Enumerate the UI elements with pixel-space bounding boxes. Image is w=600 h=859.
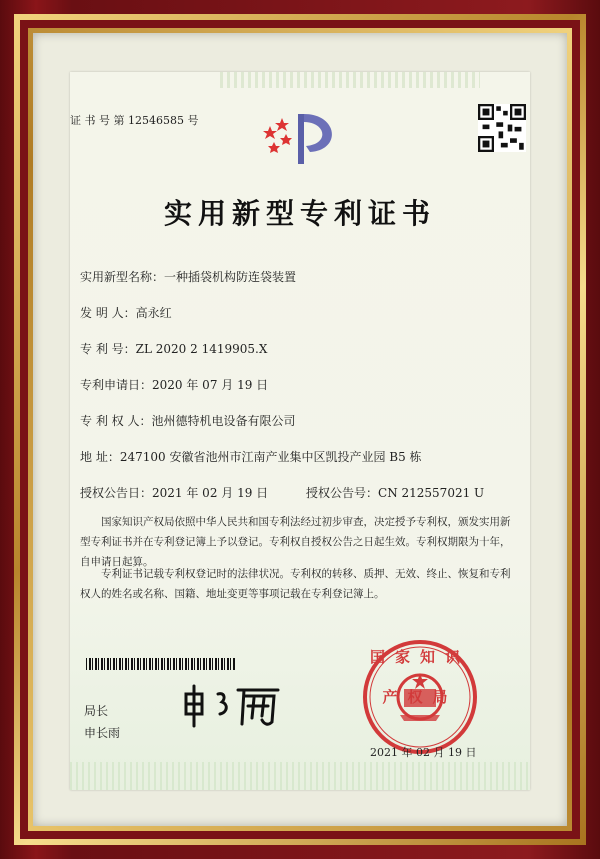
field-name [80, 268, 296, 285]
field-filing-date-label: 专利申请日： [80, 378, 153, 392]
director-name: 申长雨 [84, 726, 121, 740]
field-patentee-value: 池州德特机电设备有限公司 [151, 414, 296, 428]
field-inventor-value: 高永红 [135, 306, 172, 320]
legal-paragraph-1: 国家知识产权局依照中华人民共和国专利法经过初步审查，决定授予专利权，颁发实用新型专利证书并在专利登记簿上予以登记。专利权自授权公告之日起生效。专利权期限为十年，自申请日起算。 [80, 516, 511, 568]
certificate-number: 证 书 号 第 12546585 号 [70, 114, 199, 127]
field-inventor [80, 304, 172, 321]
field-filing-date [80, 376, 268, 393]
field-patentee-label: 专 利 权 人： [80, 414, 152, 428]
field-inventor-label: 发 明 人： [80, 306, 136, 320]
field-patent-number-label: 专 利 号： [80, 342, 136, 356]
field-address-value: 247100 安徽省池州市江南产业集中区凯投产业园 B5 栋 [119, 450, 422, 464]
director-signature [178, 680, 288, 730]
patent-office-emblem-icon [260, 106, 350, 168]
field-filing-date-value: 2020 年 07 月 19 日 [152, 378, 269, 392]
seal-date: 2021 年 02 月 19 日 [370, 746, 477, 759]
field-announce-number-value: CN 212557021 U [378, 486, 485, 500]
field-patent-number [80, 340, 267, 357]
field-announce-date-value: 2021 年 02 月 19 日 [152, 486, 269, 500]
field-patent-number-value: ZL 2020 2 1419905.X [135, 342, 268, 356]
field-name-value: 一种插袋机构防连袋装置 [164, 270, 297, 284]
barcode [86, 658, 236, 670]
field-address-label: 地 址： [80, 450, 120, 464]
field-announce-date [80, 484, 268, 501]
legal-paragraph-2: 专利证书记载专利权登记时的法律状况。专利权的转移、质押、无效、终止、恢复和专利权人的姓名或名称、国籍、地址变更等事项记载在专利登记簿上。 [80, 568, 511, 600]
certificate-paper [70, 72, 530, 790]
field-name-label: 实用新型名称： [80, 270, 165, 284]
official-seal-text: 国家知识产权局 [369, 648, 470, 706]
guilloche-top [220, 72, 480, 88]
director-title: 局长 [84, 704, 109, 718]
field-announce-date-label: 授权公告日： [80, 486, 153, 500]
field-address [80, 448, 422, 465]
field-announce-number-label: 授权公告号： [306, 486, 379, 500]
field-announce-number [306, 484, 484, 501]
qr-code-icon [478, 104, 526, 152]
guilloche-bottom [70, 762, 530, 790]
field-patentee [80, 412, 295, 429]
certificate-title: 实用新型专利证书 [163, 197, 436, 230]
